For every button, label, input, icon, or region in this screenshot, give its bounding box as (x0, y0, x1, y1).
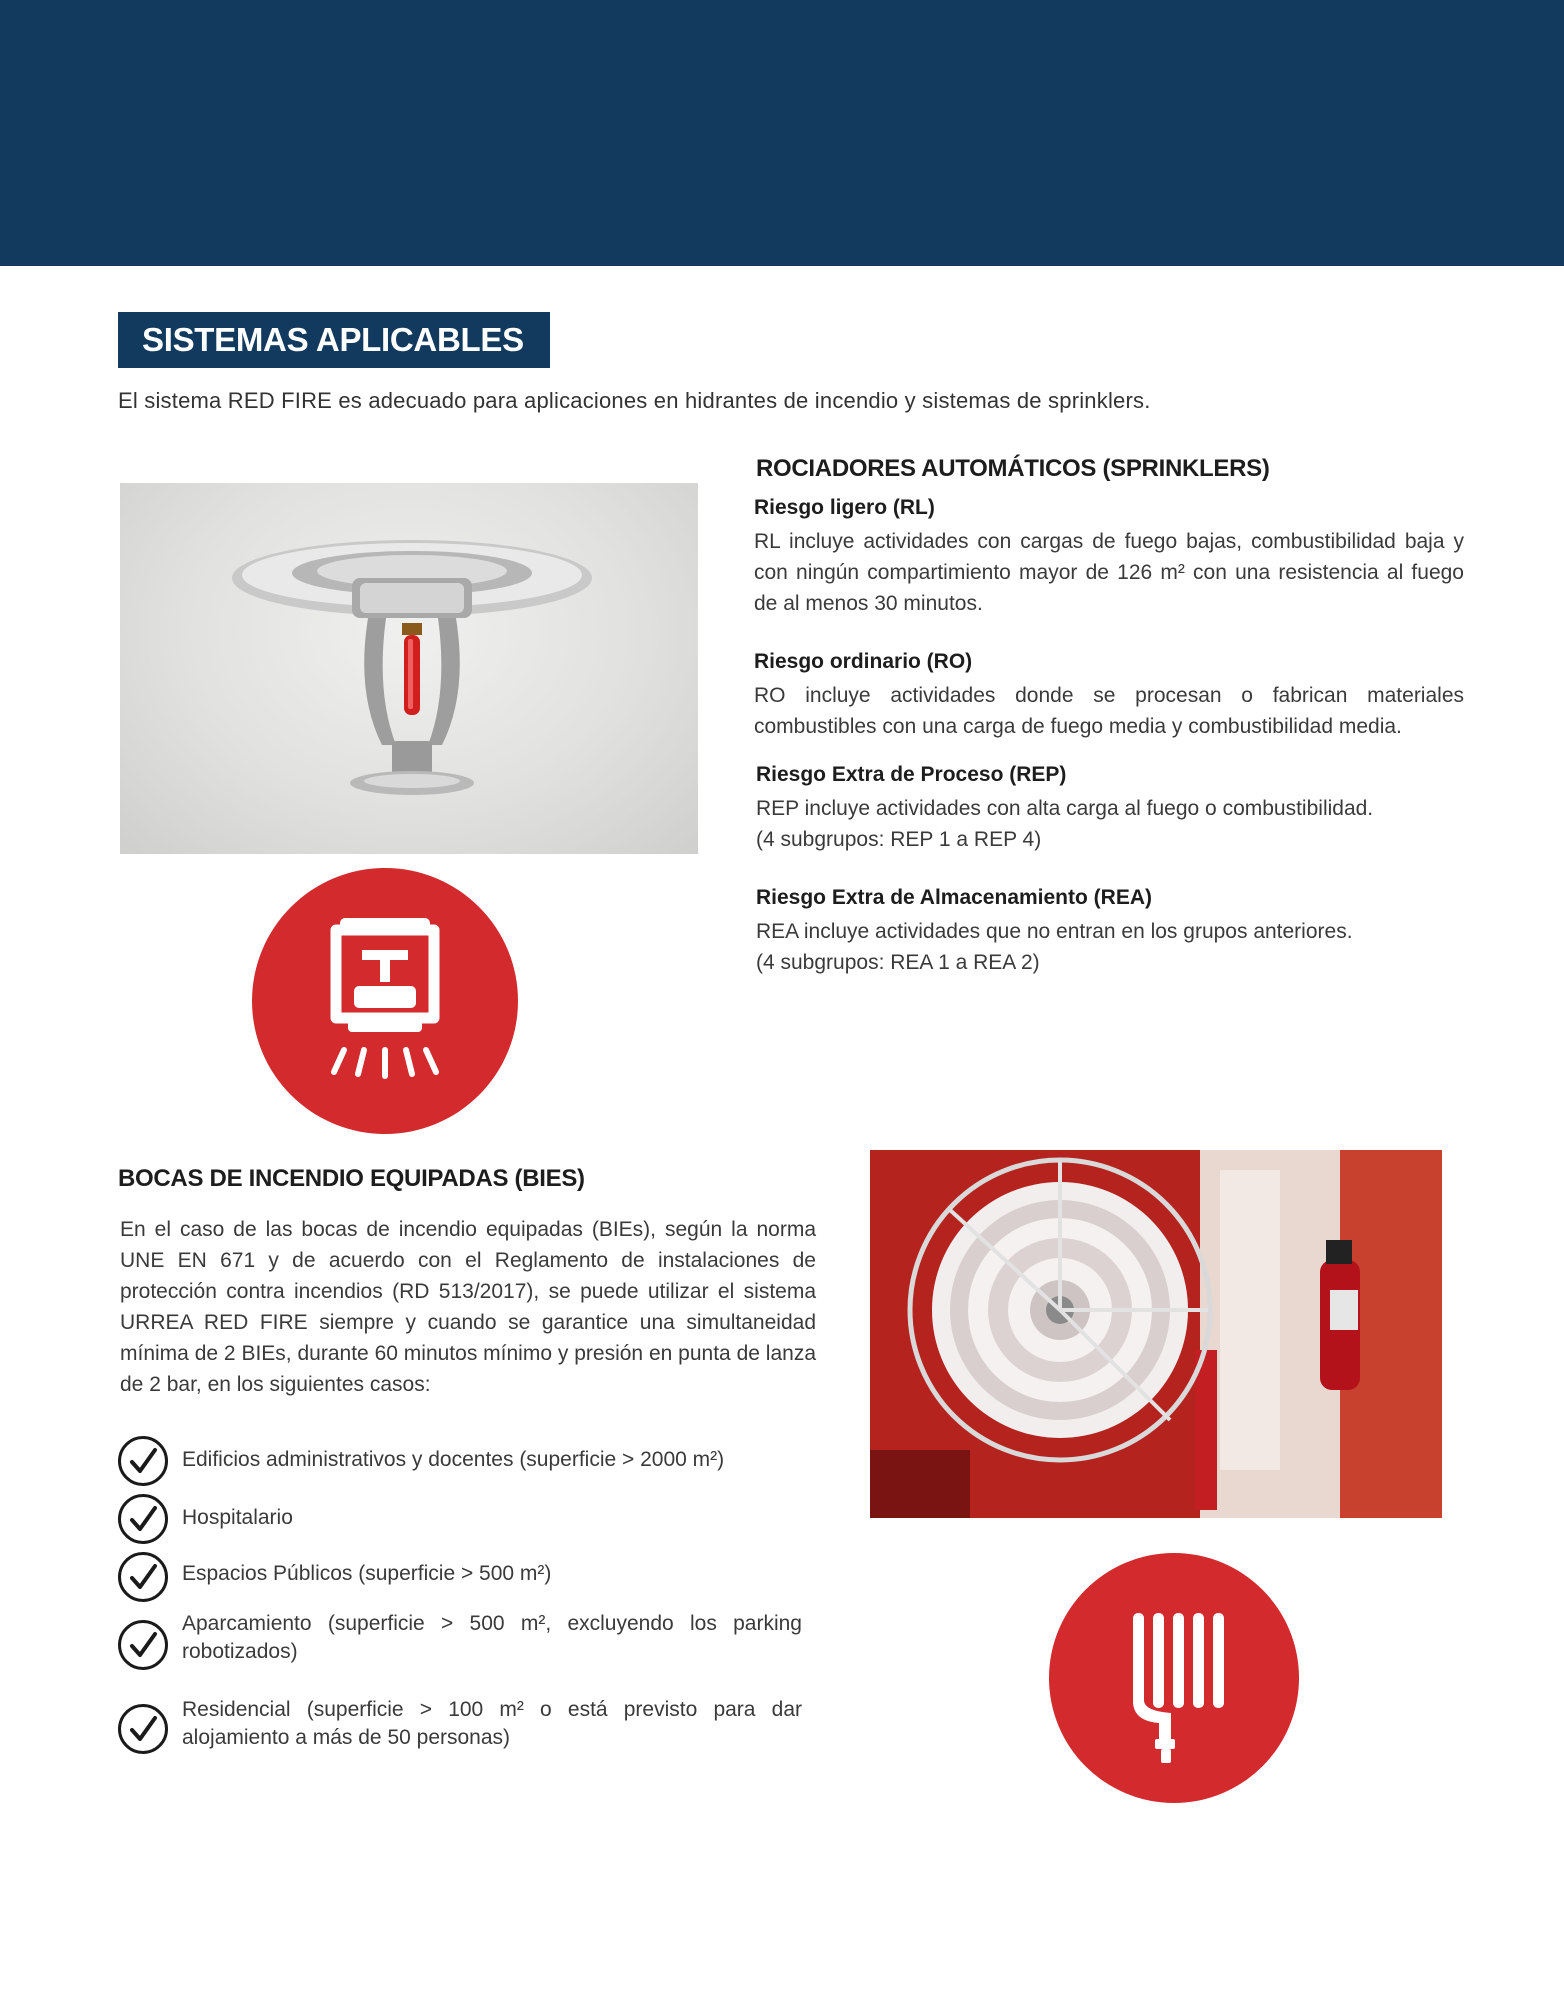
check-icon (118, 1494, 168, 1544)
bies-description: En el caso de las bocas de incendio equipadas (BIEs), según la norma UNE EN 671 y de acuerdo con el Reglamento de instalaciones de protección contra incendios (RD 513/2017), se puede utilizar el sistema URREA RED FIRE siempre y cuando se garantice una simultaneidad mínima de 2 BIEs, durante 60 minutos mínimo y presión en punta de lanza de 2 bar, en los siguientes casos: (120, 1218, 816, 1396)
risk-subgroups: (4 subgrupos: REA 1 a REA 2) (756, 951, 1040, 974)
list-item-label: Edificios administrativos y docentes (superficie > 2000 m²) (182, 1448, 725, 1471)
check-icon (118, 1704, 168, 1754)
list-item-label: Hospitalario (182, 1506, 293, 1529)
list-item-label: Aparcamiento (superficie > 500 m², excluyendo los parking robotizados) (182, 1612, 802, 1663)
risk-subgroups: (4 subgrupos: REP 1 a REP 4) (756, 828, 1042, 851)
sprinkler-photo (120, 483, 698, 854)
risk-description: RO incluye actividades donde se procesan o fabrican materiales combustibles con una carga de fuego media y combustibilidad media. (754, 684, 1464, 738)
sprinklers-heading: ROCIADORES AUTOMÁTICOS (SPRINKLERS) (756, 455, 1270, 482)
check-icon (118, 1620, 168, 1670)
section-title: SISTEMAS APLICABLES (118, 312, 550, 368)
sprinkler-icon (252, 868, 518, 1134)
list-item-label: Espacios Públicos (superficie > 500 m²) (182, 1562, 552, 1585)
bies-heading: BOCAS DE INCENDIO EQUIPADAS (BIES) (118, 1165, 585, 1192)
risk-block (756, 763, 1466, 855)
risk-block (756, 886, 1466, 978)
check-icon (118, 1552, 168, 1602)
risk-description: REP incluye actividades con alta carga al fuego o combustibilidad. (756, 797, 1374, 820)
intro-text: El sistema RED FIRE es adecuado para aplicaciones en hidrantes de incendio y sistemas de sprinklers. (118, 388, 1151, 413)
risk-title: Riesgo ordinario (RO) (754, 650, 973, 673)
header-band (0, 0, 1564, 266)
list-item-label: Residencial (superficie > 100 m² o está previsto para dar alojamiento a más de 50 personas) (182, 1698, 802, 1749)
risk-description: REA incluye actividades que no entran en los grupos anteriores. (756, 920, 1353, 943)
risk-title: Riesgo Extra de Proceso (REP) (756, 763, 1067, 786)
risk-title: Riesgo ligero (RL) (754, 496, 935, 519)
risk-title: Riesgo Extra de Almacenamiento (REA) (756, 886, 1152, 909)
check-icon (118, 1436, 168, 1486)
risk-block (754, 496, 1464, 619)
fire-hose-icon (1049, 1553, 1299, 1803)
risk-block (754, 650, 1464, 742)
risk-description: RL incluye actividades con cargas de fuego bajas, combustibilidad baja y con ningún compartimiento mayor de 126 m² con una resistencia al fuego de al menos 30 minutos. (754, 530, 1464, 615)
fire-hose-photo (870, 1150, 1442, 1518)
